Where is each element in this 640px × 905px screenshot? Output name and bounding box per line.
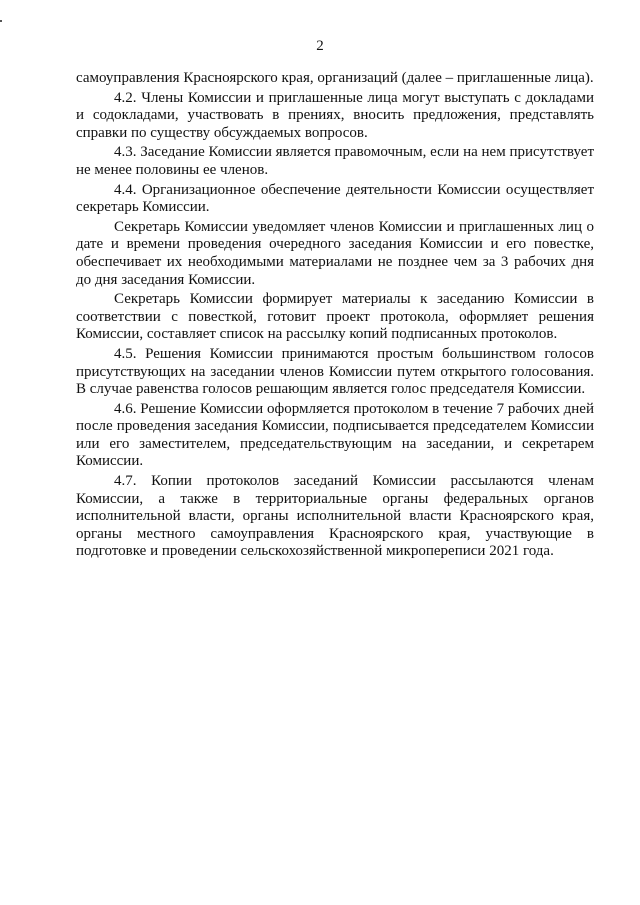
paragraph-secretary-materials: Секретарь Комиссии формирует материалы к заседанию Комиссии в соответствии с повесткой, готовит проект протокола, оформляет решения Комиссии, составляет список на рассылку копий подписанных протоколов.: [76, 291, 594, 343]
scan-edge-mark: [0, 20, 2, 22]
paragraph-4-4: 4.4. Организационное обеспечение деятельности Комиссии осуществляет секретарь Комиссии.: [76, 181, 594, 216]
page-number: 2: [316, 38, 324, 54]
paragraph-4-2: 4.2. Члены Комиссии и приглашенные лица могут выступать с докладами и содокладами, участвовать в прениях, вносить предложения, представлять справки по существу обсуждаемых вопросов.: [76, 89, 594, 141]
paragraph-4-7: 4.7. Копии протоколов заседаний Комиссии рассылаются членам Комиссии, а также в территориальные органы федеральных органов исполнительной власти, органы исполнительной власти Красноярского края, органы местного самоуправления Красноярского края, участвующие в подготовке и проведении сельскохозяйственной микропереписи 2021 года.: [76, 473, 594, 560]
paragraph-4-3: 4.3. Заседание Комиссии является правомочным, если на нем присутствует не менее половины ее членов.: [76, 144, 594, 178]
paragraph-4-5: 4.5. Решения Комиссии принимаются простым большинством голосов присутствующих на заседании членов Комиссии путем открытого голосования. В случае равенства голосов решающим является голос председателя Комиссии.: [76, 345, 594, 398]
paragraph-secretary-notify: Секретарь Комиссии уведомляет членов Комиссии и приглашенных лиц о дате и времени проведения очередного заседания Комиссии и его повестке, обеспечивает их необходимыми материалами не позднее чем за 3 рабочих дня до дня заседания Комиссии.: [76, 218, 594, 288]
paragraph-4-6: 4.6. Решение Комиссии оформляется протоколом в течение 7 рабочих дней после проведения заседания Комиссии, подписывается председателем Комиссии или его заместителем, председательствующим на заседании, и секретарем Комиссии.: [76, 400, 594, 470]
paragraph-continuation: самоуправления Красноярского края, организаций (далее – приглашенные лица).: [76, 70, 594, 86]
document-body: [76, 70, 594, 563]
